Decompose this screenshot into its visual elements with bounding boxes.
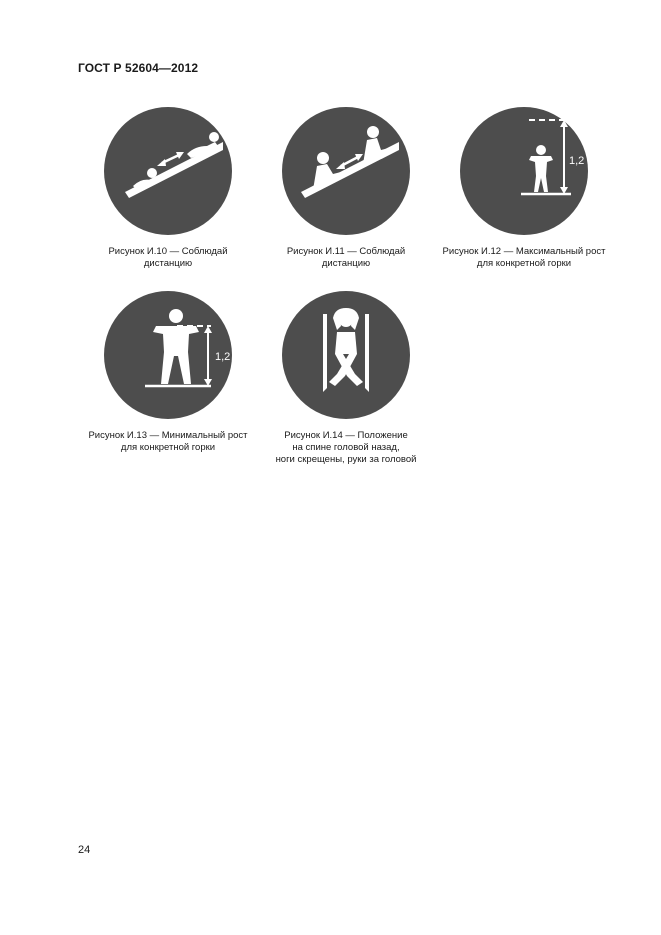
lying-back-position-icon (281, 290, 411, 420)
keep-distance-sitting-icon (281, 106, 411, 236)
figure-i12 (434, 106, 614, 270)
figure-caption: Рисунок И.10 — Соблюдай дистанцию (108, 246, 228, 269)
height-label: 1,2 м (569, 155, 595, 167)
figure-i10 (78, 106, 258, 270)
figure-caption: Рисунок И.13 — Минимальный рост для конкретной горки (88, 430, 248, 453)
figure-caption: Рисунок И.14 — Положение на спине головой назад, ноги скрещены, руки за головой (275, 430, 417, 465)
figure-caption: Рисунок И.11 — Соблюдай дистанцию (286, 246, 406, 269)
document-header: ГОСТ Р 52604—2012 (78, 61, 199, 75)
page-number: 24 (78, 844, 91, 856)
keep-distance-lying-icon (103, 106, 233, 236)
figure-i14 (256, 290, 436, 466)
max-height-icon (459, 106, 595, 236)
figure-i11 (256, 106, 436, 270)
height-label: 1,2 м (215, 351, 241, 363)
figure-i13 (78, 290, 258, 454)
figure-caption: Рисунок И.12 — Максимальный рост для конкретной горки (442, 246, 606, 269)
min-height-icon (103, 290, 241, 420)
